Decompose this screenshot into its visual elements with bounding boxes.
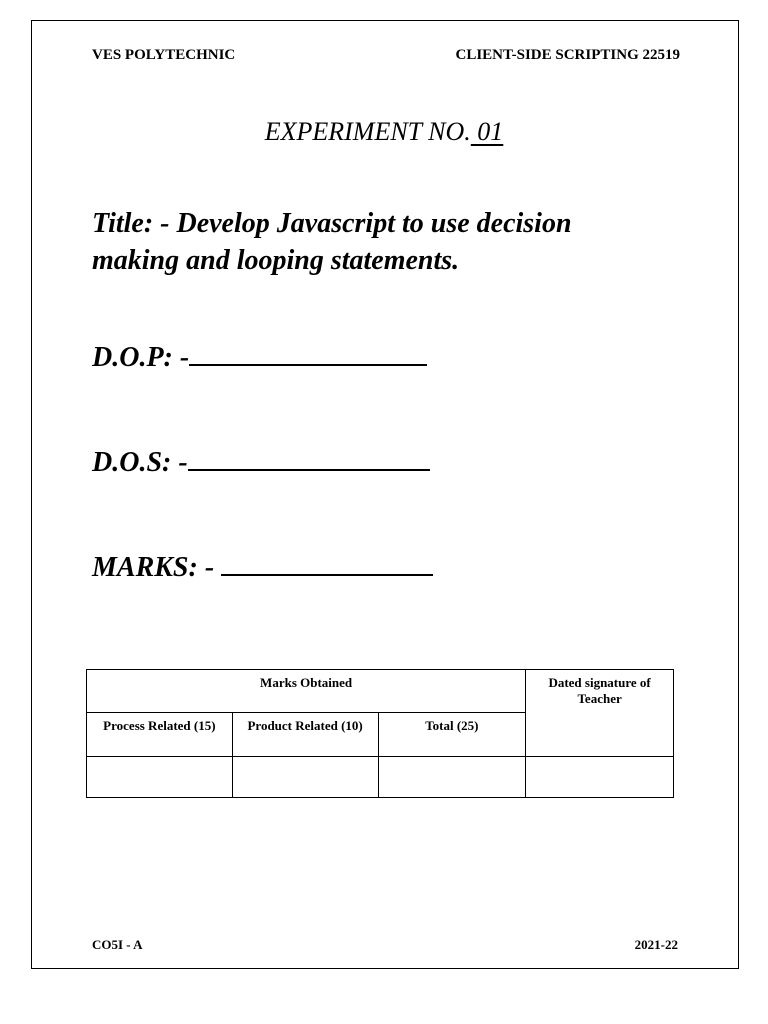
signature-cell xyxy=(526,757,674,798)
product-related-header: Product Related (10) xyxy=(232,713,378,757)
product-related-cell xyxy=(232,757,378,798)
experiment-title xyxy=(92,205,572,279)
marks-field xyxy=(92,548,433,584)
page-border xyxy=(31,20,739,969)
total-cell xyxy=(378,757,526,798)
experiment-heading xyxy=(0,117,768,147)
footer-year: 2021-22 xyxy=(634,937,678,952)
dos-field xyxy=(92,443,430,479)
marks-label: MARKS: - xyxy=(92,552,222,583)
dop-field xyxy=(92,338,427,374)
marks-blank xyxy=(221,548,433,576)
total-header: Total (25) xyxy=(378,713,526,757)
institute-name: VES POLYTECHNIC xyxy=(92,47,236,63)
process-related-cell xyxy=(87,757,233,798)
experiment-label: EXPERIMENT NO. xyxy=(264,117,471,146)
title-line-1: Title: - Develop Javascript to use decision xyxy=(92,208,572,239)
footer-class: CO5I - A xyxy=(92,937,143,952)
dop-blank xyxy=(189,338,427,366)
dos-blank xyxy=(188,443,430,471)
experiment-number: 01 xyxy=(470,117,504,146)
marks-obtained-header: Marks Obtained xyxy=(87,670,526,713)
signature-header: Dated signature of Teacher xyxy=(526,670,674,757)
dos-label: D.O.S: - xyxy=(92,447,188,478)
subject-name: CLIENT-SIDE SCRIPTING 22519 xyxy=(455,47,680,63)
marks-table xyxy=(86,669,674,798)
title-line-2: making and looping statements. xyxy=(92,245,460,276)
dop-label: D.O.P: - xyxy=(92,342,190,373)
process-related-header: Process Related (15) xyxy=(87,713,233,757)
